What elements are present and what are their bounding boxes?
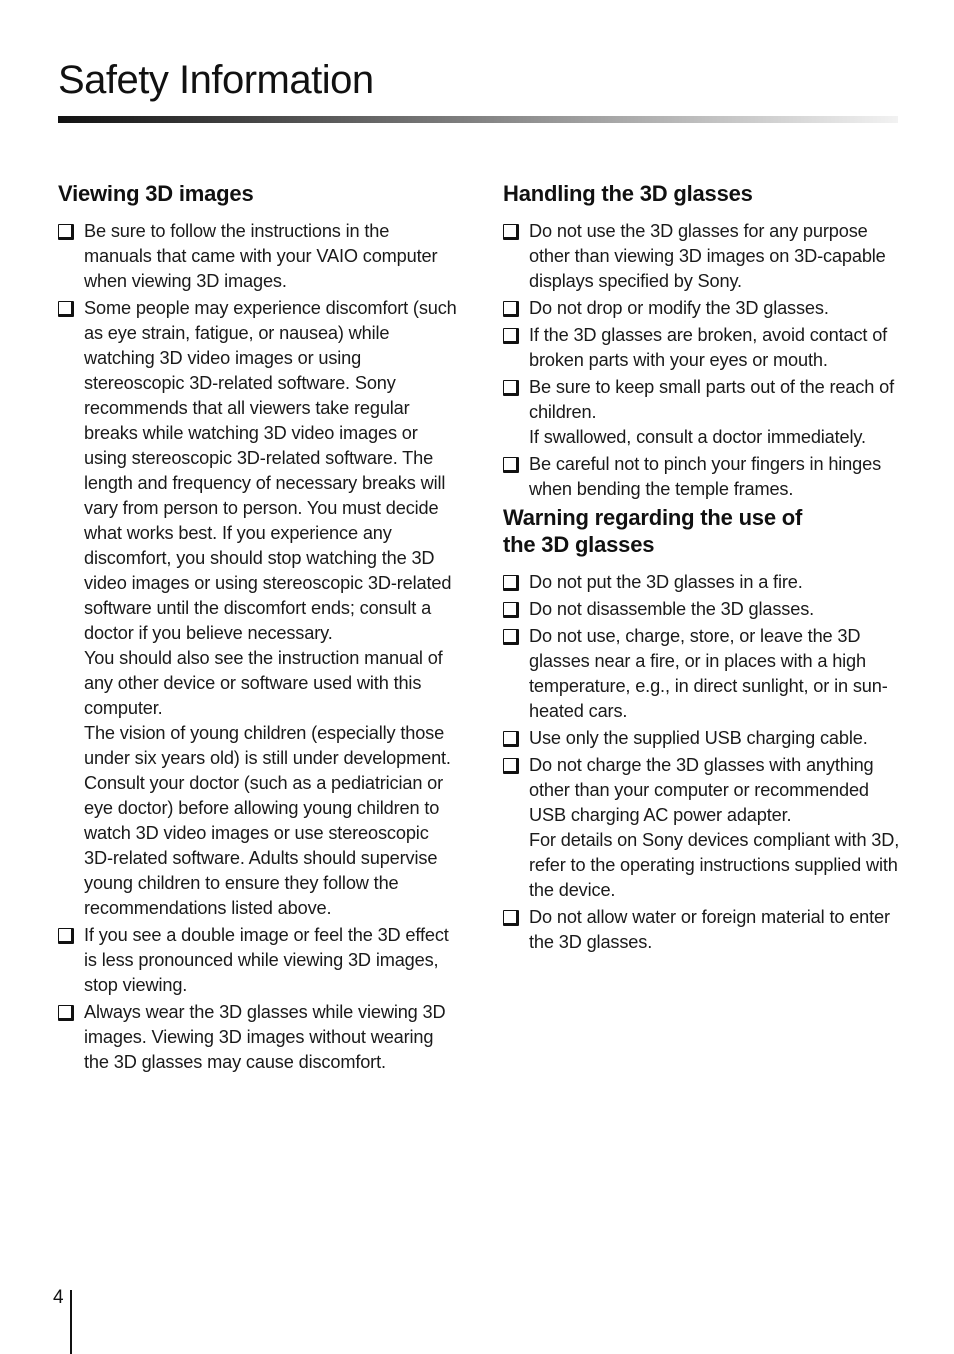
list-item	[58, 923, 458, 998]
checkbox-bullet-icon	[503, 328, 519, 344]
page-number: 4	[53, 1287, 64, 1308]
list-item-text: Be careful not to pinch your fingers in hinges when bending the temple frames.	[529, 454, 882, 499]
list-item	[503, 570, 903, 595]
list-item	[503, 323, 903, 373]
list-item-text: The vision of young children (especially those under six years old) is still under development. Consult your doctor (such as a pediatrician or eye doctor) before allowing young children to watch 3D video images or use stereoscopic 3D-related software. Adults should supervise young children to ensure they follow the recommendations listed above.	[84, 723, 451, 918]
section-heading-warning	[503, 504, 903, 558]
checkbox-bullet-icon	[58, 301, 74, 317]
checkbox-bullet-icon	[58, 1005, 74, 1021]
list-item	[58, 219, 458, 294]
handling-glasses-list	[503, 219, 903, 502]
checkbox-bullet-icon	[503, 224, 519, 240]
checkbox-bullet-icon	[58, 224, 74, 240]
list-item-text: For details on Sony devices compliant with 3D, refer to the operating instructions supplied with the device.	[529, 830, 900, 900]
checkbox-bullet-icon	[503, 910, 519, 926]
title-divider	[58, 116, 898, 123]
page-title: Safety Information	[58, 58, 374, 102]
list-item	[503, 726, 903, 751]
list-item-text: Do not allow water or foreign material to enter the 3D glasses.	[529, 907, 890, 952]
left-column	[58, 180, 458, 1077]
list-item	[503, 905, 903, 955]
list-item	[503, 753, 903, 903]
list-item	[503, 452, 903, 502]
checkbox-bullet-icon	[503, 575, 519, 591]
list-item-text: You should also see the instruction manual of any other device or software used with this computer.	[84, 648, 443, 718]
checkbox-bullet-icon	[503, 602, 519, 618]
list-item	[503, 219, 903, 294]
list-item	[58, 1000, 458, 1075]
checkbox-bullet-icon	[503, 301, 519, 317]
checkbox-bullet-icon	[503, 731, 519, 747]
right-column	[503, 180, 903, 957]
page-number-rule	[70, 1290, 72, 1354]
viewing-3d-list	[58, 219, 458, 1075]
list-item-text: If swallowed, consult a doctor immediately.	[529, 427, 866, 447]
checkbox-bullet-icon	[503, 457, 519, 473]
list-item-text: Do not put the 3D glasses in a fire.	[529, 572, 803, 592]
list-item-text: If you see a double image or feel the 3D effect is less pronounced while viewing 3D images, stop viewing.	[84, 925, 449, 995]
heading-line: the 3D glasses	[503, 532, 655, 557]
list-item-text: Do not use, charge, store, or leave the 3D glasses near a fire, or in places with a high temperature, e.g., in direct sunlight, or in sun-heated cars.	[529, 626, 888, 721]
list-item-text: Do not use the 3D glasses for any purpose other than viewing 3D images on 3D-capable displays specified by Sony.	[529, 221, 886, 291]
section-heading-handling-glasses: Handling the 3D glasses	[503, 181, 753, 206]
list-item-text: Be sure to keep small parts out of the reach of children.	[529, 377, 894, 422]
list-item-text: If the 3D glasses are broken, avoid contact of broken parts with your eyes or mouth.	[529, 325, 888, 370]
checkbox-bullet-icon	[503, 758, 519, 774]
list-item-text: Do not charge the 3D glasses with anything other than your computer or recommended USB charging AC power adapter.	[529, 755, 874, 825]
section-heading-viewing-3d: Viewing 3D images	[58, 181, 254, 206]
list-item	[503, 597, 903, 622]
list-item	[58, 296, 458, 921]
list-item-text: Some people may experience discomfort (such as eye strain, fatigue, or nausea) while watching 3D video images or using stereoscopic 3D-related software. Sony recommends that all viewers take regular breaks while watching 3D video images or using stereoscopic 3D-related software. The length and frequency of necessary breaks will vary from person to person. You must decide what works best. If you experience any discomfort, you should stop watching the 3D video images or using stereoscopic 3D-related software until the discomfort ends; consult a doctor if you believe necessary.	[84, 298, 457, 643]
list-item	[503, 375, 903, 450]
checkbox-bullet-icon	[58, 928, 74, 944]
heading-line: Warning regarding the use of	[503, 505, 803, 530]
list-item	[503, 624, 903, 724]
list-item-text: Always wear the 3D glasses while viewing 3D images. Viewing 3D images without wearing the 3D glasses may cause discomfort.	[84, 1002, 446, 1072]
list-item-text: Be sure to follow the instructions in the manuals that came with your VAIO computer when viewing 3D images.	[84, 221, 438, 291]
warning-list	[503, 570, 903, 955]
checkbox-bullet-icon	[503, 380, 519, 396]
list-item-text: Do not drop or modify the 3D glasses.	[529, 298, 829, 318]
checkbox-bullet-icon	[503, 629, 519, 645]
list-item-text: Do not disassemble the 3D glasses.	[529, 599, 815, 619]
list-item	[503, 296, 903, 321]
list-item-text: Use only the supplied USB charging cable.	[529, 728, 868, 748]
